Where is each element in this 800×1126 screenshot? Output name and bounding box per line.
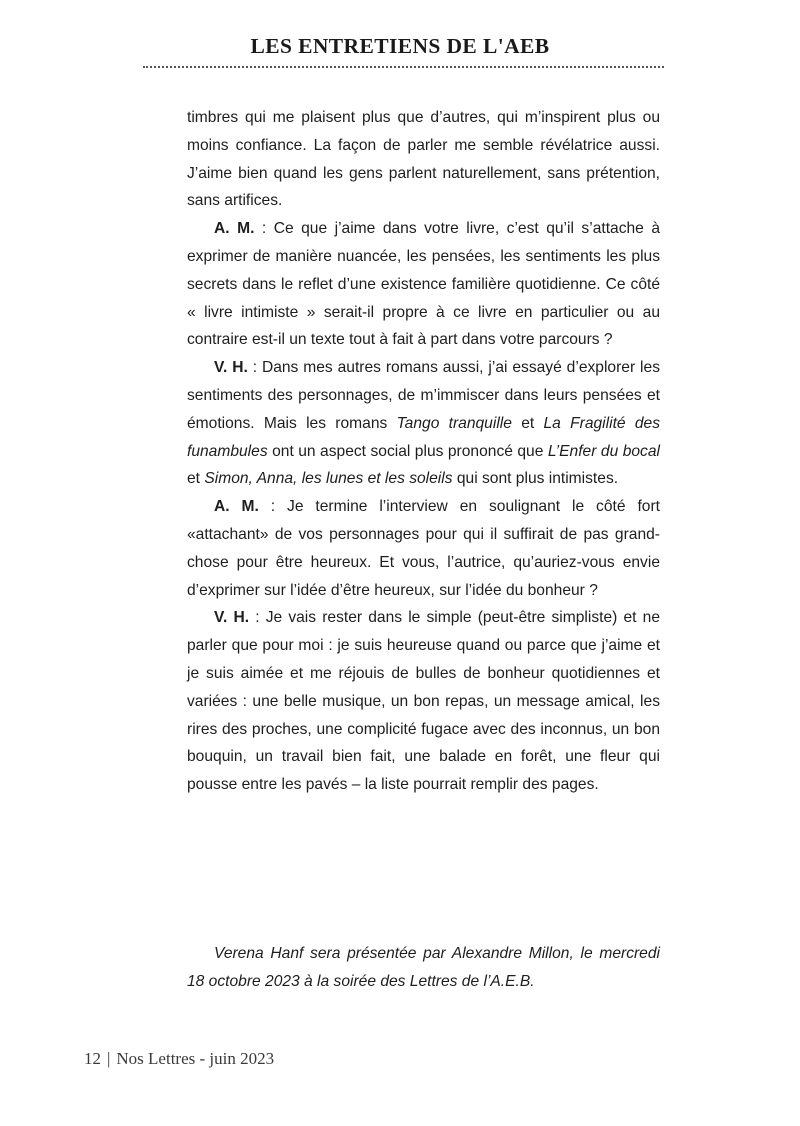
page-number: 12: [84, 1049, 101, 1068]
paragraph-answer-1: [187, 354, 660, 493]
book-title: L’Enfer du bocal: [547, 442, 660, 460]
closing-announcement: Verena Hanf sera présentée par Alexandre Millon, le mercredi 18 octobre 2023 à la soirée des Lettres de l’A.E.B.: [187, 945, 660, 990]
paragraph-text: : Dans mes autres romans aussi, j’ai essayé d’explorer les sentiments des personnages, de m’immiscer dans leurs pensées et émotions. Mais les romans: [187, 359, 660, 432]
paragraph-continuation: timbres qui me plaisent plus que d’autres, qui m’inspirent plus ou moins confiance. La façon de parler me semble révélatrice aussi. J’aime bien quand les gens parlent naturellement, sans prétention, sans artifices.: [187, 109, 660, 210]
header-dotted-divider: [143, 66, 664, 68]
paragraph-answer-2: [187, 604, 660, 799]
paragraph-question-1: [187, 215, 660, 354]
speaker-label: V. H.: [214, 359, 248, 377]
publication-name: Nos Lettres - juin 2023: [116, 1049, 275, 1068]
book-title: Tango tranquille: [396, 414, 512, 432]
book-title: Simon, Anna, les lunes et les soleils: [204, 470, 453, 488]
page-footer: [84, 1049, 274, 1069]
book-title: La Fragilité des funambules: [187, 414, 660, 460]
paragraph-text: et: [511, 414, 544, 432]
paragraph-text: ont un aspect social plus prononcé que: [267, 442, 548, 460]
paragraph-text: qui sont plus intimistes.: [452, 470, 619, 488]
paragraph-text: : Je vais rester dans le simple (peut-être simpliste) et ne parler que pour moi : je suis heureuse quand ou parce que j’aime et je suis aimée et me réjouis de bulles de bonheur quotidiennes et variées : une belle musique, un bon repas, un message amical, les rires des proches, une complicité fugace avec des inconnus, un bon bouquin, un travail bien fait, une balade en forêt, une fleur qui pousse entre les pavés – la liste pourrait remplir des pages.: [187, 609, 660, 794]
footer-separator: |: [107, 1049, 111, 1068]
paragraph-question-2: [187, 493, 660, 604]
paragraph-text: : Je termine l’interview en soulignant le côté fort «attachant» de vos personnages pour qui il suffirait de pas grand-chose pour être heureux. Et vous, l’autrice, qu’auriez-vous envie d’exprimer sur l’idée d’être heureux, sur l’idée du bonheur ?: [187, 498, 660, 599]
speaker-label: V. H.: [214, 609, 250, 627]
paragraph-text: : Ce que j’aime dans votre livre, c’est qu’il s’attache à exprimer de manière nuancée, les pensées, les sentiments les plus secrets dans le reflet d’une existence familière quotidienne. Ce côté « livre intimiste » serait-il propre à ce livre en particulier ou au contraire est-il un texte tout à fait à part dans votre parcours ?: [187, 220, 660, 349]
article-body: [187, 104, 660, 799]
speaker-label: A. M.: [214, 220, 255, 238]
speaker-label: A. M.: [214, 498, 259, 516]
page-header-title: LES ENTRETIENS DE L'AEB: [250, 34, 550, 58]
paragraph-text: et: [187, 470, 205, 488]
